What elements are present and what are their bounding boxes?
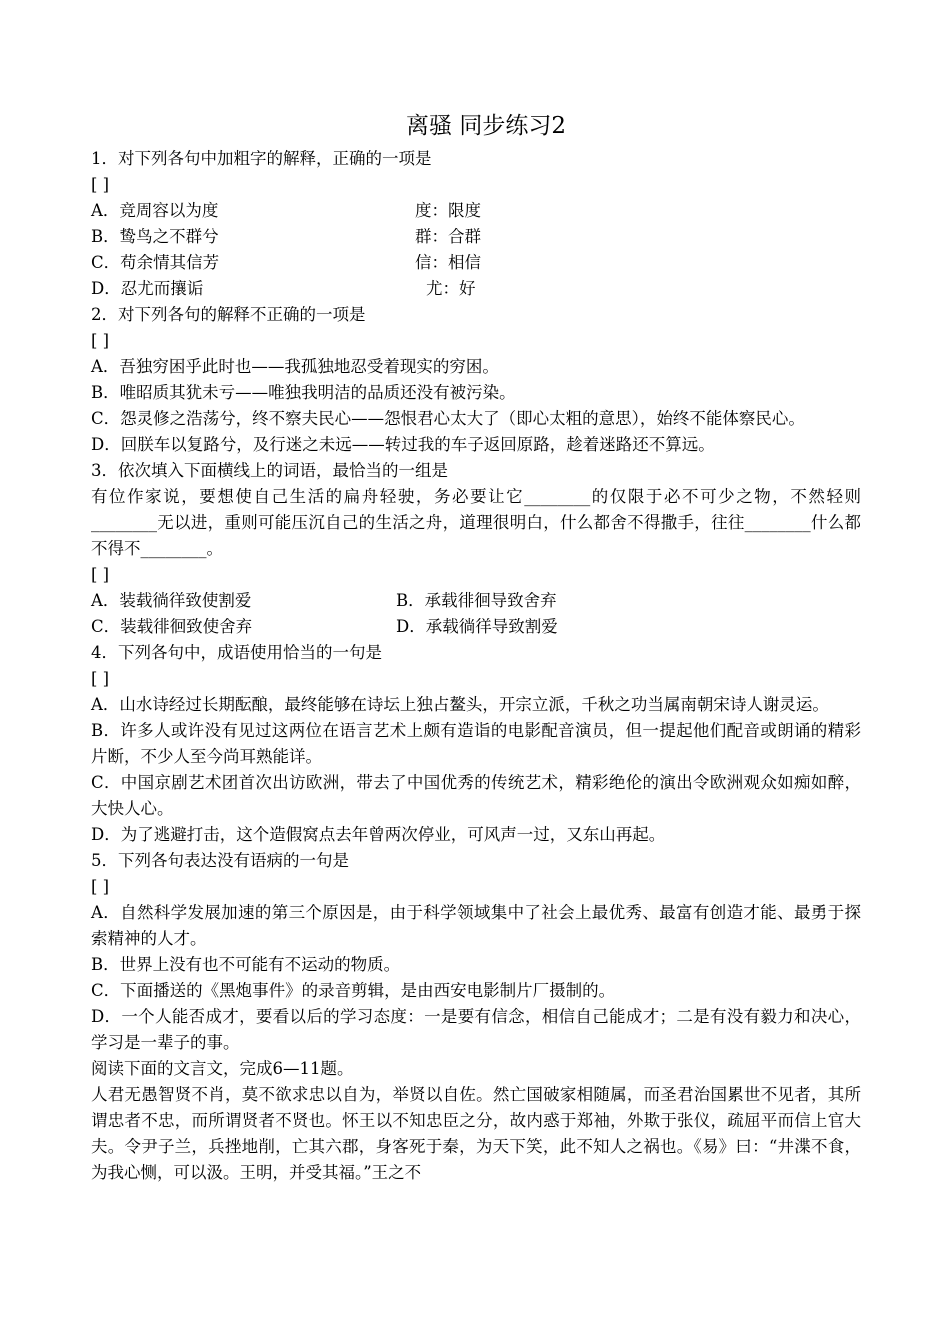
q1-option-c-note: 信：相信 — [415, 253, 481, 272]
q2-option-d: D．回朕车以复路兮，及行迷之未远——转过我的车子返回原路，趁着迷路还不算远。 — [91, 435, 715, 454]
q4-option-b: B．许多人或许没有见过这两位在语言艺术上颇有造诣的电影配音演员，但一提起他们配音或朗诵的精彩片断，不少人至今尚耳熟能详。 — [91, 721, 861, 766]
q1-option-c-text: C．苟余情其信芳 — [91, 253, 220, 272]
q3-option-b: B．承载徘徊导致舍弃 — [396, 591, 557, 610]
q5-option-d: D．一个人能否成才，要看以后的学习态度：一是要有信念，相信自己能成才；二是有没有毅力和决心，学习是一辈子的事。 — [91, 1007, 861, 1052]
q3-answer-bracket: [ ] — [91, 565, 110, 584]
q1-option-b — [91, 224, 861, 250]
q3-stem: 3．依次填入下面横线上的词语，最恰当的一组是 — [91, 461, 448, 480]
q3-passage: 有位作家说，要想使自己生活的扁舟轻驶，务必要让它________的仅限于必不可少之物，不然轻则________无以进，重则可能压沉自己的生活之舟，道理很明白，什么都舍不得撒手，往往________什么都不得不________。 — [91, 487, 861, 558]
q2-option-b: B．唯昭质其犹未亏——唯独我明洁的品质还没有被污染。 — [91, 383, 516, 402]
q3-option-a: A．装载徜徉致使割爱 — [91, 591, 252, 610]
q1-option-b-text: B．鸷鸟之不群兮 — [91, 227, 219, 246]
reading-passage: 人君无愚智贤不肖，莫不欲求忠以自为，举贤以自佐。然亡国破家相随属，而圣君治国累世不见者，其所谓忠者不忠，而所谓贤者不贤也。怀王以不知忠臣之分，故内惑于郑袖，外欺于张仪，疏屈平而信上官大夫。令尹子兰，兵挫地削，亡其六郡，身客死于秦，为天下笑，此不知人之祸也。《易》曰：“井渫不食，为我心恻，可以汲。王明，并受其福。”王之不 — [91, 1085, 861, 1182]
q3-options-row-1 — [91, 588, 861, 614]
q3-option-d: D．承载徜徉导致割爱 — [396, 617, 558, 636]
reading-intro: 阅读下面的文言文，完成6—11题。 — [91, 1059, 354, 1078]
q4-stem: 4．下列各句中，成语使用恰当的一句是 — [91, 643, 382, 662]
q4-option-d: D．为了逃避打击，这个造假窝点去年曾两次停业，可风声一过，又东山再起。 — [91, 825, 666, 844]
q1-option-a — [91, 198, 861, 224]
q4-option-c: C．中国京剧艺术团首次出访欧洲，带去了中国优秀的传统艺术，精彩绝伦的演出令欧洲观众如痴如醉，大快人心。 — [91, 773, 861, 818]
document-page — [91, 110, 861, 1186]
q2-option-a: A．吾独穷困乎此时也——我孤独地忍受着现实的穷困。 — [91, 357, 499, 376]
q3-option-c: C．装载徘徊致使舍弃 — [91, 617, 253, 636]
page-title: 离骚 同步练习2 — [406, 113, 566, 139]
q1-option-a-text: A．竞周容以为度 — [91, 201, 219, 220]
q4-answer-bracket: [ ] — [91, 669, 110, 688]
q1-option-b-note: 群：合群 — [415, 227, 481, 246]
q2-option-c: C．怨灵修之浩荡兮，终不察夫民心——怨恨君心太大了（即心太粗的意思），始终不能体察民心。 — [91, 409, 805, 428]
q5-option-a: A．自然科学发展加速的第三个原因是，由于科学领域集中了社会上最优秀、最富有创造才能、最勇于探索精神的人才。 — [91, 903, 861, 948]
q5-stem: 5．下列各句表达没有语病的一句是 — [91, 851, 349, 870]
q1-option-d-note: 尤：好 — [426, 279, 476, 298]
q2-answer-bracket: [ ] — [91, 331, 110, 350]
q5-option-b: B．世界上没有也不可能有不运动的物质。 — [91, 955, 401, 974]
q1-answer-bracket: [ ] — [91, 175, 110, 194]
q5-answer-bracket: [ ] — [91, 877, 110, 896]
q1-option-a-note: 度：限度 — [415, 201, 481, 220]
q2-stem: 2．对下列各句的解释不正确的一项是 — [91, 305, 366, 324]
q3-options-row-2 — [91, 614, 861, 640]
q4-option-a: A．山水诗经过长期酝酿，最终能够在诗坛上独占鳌头，开宗立派，千秋之功当属南朝宋诗人谢灵运。 — [91, 695, 829, 714]
q1-option-c — [91, 250, 861, 276]
q1-option-d-text: D．忍尤而攘诟 — [91, 279, 204, 298]
q5-option-c: C．下面播送的《黑炮事件》的录音剪辑，是由西安电影制片厂摄制的。 — [91, 981, 616, 1000]
q1-stem: 1．对下列各句中加粗字的解释，正确的一项是 — [91, 149, 432, 168]
q1-option-d — [91, 276, 861, 302]
